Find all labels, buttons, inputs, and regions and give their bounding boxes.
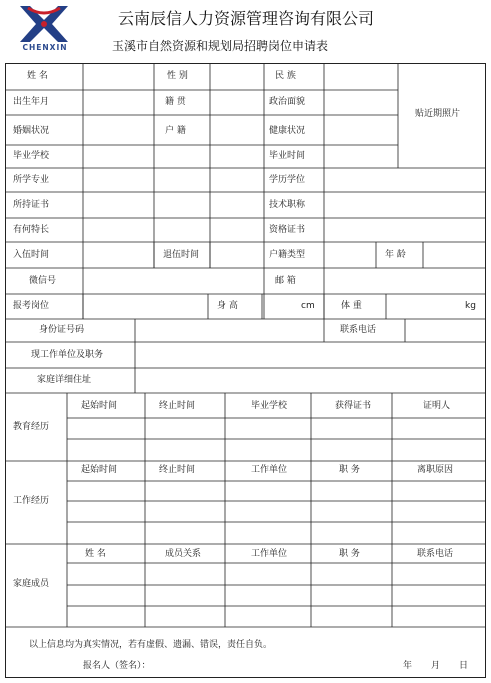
label-gender: 性 别 (167, 71, 188, 81)
weight-unit: kg (465, 301, 476, 311)
label-name: 姓 名 (27, 71, 48, 81)
label-id-number: 身份证号码 (39, 325, 85, 335)
edu-col-end: 终止时间 (159, 401, 196, 411)
form-title: 玉溪市自然资源和规划局招聘岗位申请表 (112, 39, 329, 53)
family-col-position: 职 务 (339, 549, 360, 559)
label-skills: 有何特长 (13, 225, 50, 235)
edu-col-referee: 证明人 (423, 401, 451, 411)
application-form (5, 63, 486, 678)
label-email: 邮 箱 (275, 276, 296, 286)
label-political: 政治面貌 (269, 97, 306, 107)
label-post: 报考岗位 (13, 301, 50, 311)
label-major: 所学专业 (13, 175, 50, 185)
label-certs: 所持证书 (13, 200, 50, 210)
logo-text: CHENXIN (22, 43, 68, 52)
form-grid (5, 63, 486, 678)
label-education: 教育经历 (13, 422, 50, 432)
edu-col-school: 毕业学校 (251, 401, 288, 411)
work-col-employer: 工作单位 (251, 465, 288, 475)
family-col-phone: 联系电话 (417, 549, 454, 559)
work-col-position: 职 务 (339, 465, 360, 475)
work-col-end: 终止时间 (159, 465, 196, 475)
edu-col-cert: 获得证书 (335, 401, 372, 411)
family-col-employer: 工作单位 (251, 549, 288, 559)
photo-placeholder: 贴近期照片 (415, 109, 461, 119)
label-degree: 学历学位 (269, 175, 306, 185)
label-family: 家庭成员 (13, 579, 50, 589)
label-grad-time: 毕业时间 (269, 151, 306, 161)
label-phone: 联系电话 (340, 325, 377, 335)
label-weight: 体 重 (341, 301, 362, 311)
label-hukou: 户 籍 (165, 126, 186, 136)
label-join-time: 入伍时间 (13, 250, 50, 260)
label-title: 技术职称 (269, 200, 306, 210)
label-age: 年 龄 (385, 250, 406, 260)
company-logo (8, 4, 82, 56)
company-name: 云南辰信人力资源管理咨询有限公司 (118, 9, 375, 28)
label-retire-time: 退伍时间 (163, 250, 200, 260)
label-qualification: 资格证书 (269, 225, 306, 235)
family-col-relation: 成员关系 (165, 549, 202, 559)
logo-x-icon (14, 4, 74, 44)
date-year: 年 (403, 661, 413, 671)
label-current-work: 现工作单位及职务 (31, 350, 104, 360)
work-col-reason: 离职原因 (417, 465, 454, 475)
work-col-start: 起始时间 (81, 465, 118, 475)
label-health: 健康状况 (269, 126, 306, 136)
label-address: 家庭详细住址 (37, 375, 92, 385)
declaration-text: 以上信息均为真实情况，若有虚假、遗漏、错误，责任自负。 (29, 640, 273, 650)
date-month: 月 (431, 661, 441, 671)
label-school: 毕业学校 (13, 151, 50, 161)
label-native-place: 籍 贯 (165, 97, 186, 107)
edu-col-start: 起始时间 (81, 401, 118, 411)
label-birth: 出生年月 (13, 97, 50, 107)
label-ethnicity: 民 族 (275, 71, 296, 81)
label-work: 工作经历 (13, 496, 50, 506)
date-day: 日 (459, 661, 469, 671)
label-marital: 婚姻状况 (13, 126, 50, 136)
signature-label: 报名人（签名）： (83, 661, 151, 671)
label-wechat: 微信号 (29, 276, 57, 286)
label-height: 身 高 (217, 301, 238, 311)
family-col-name: 姓 名 (85, 549, 106, 559)
label-hukou-type: 户籍类型 (269, 250, 306, 260)
height-unit: cm (301, 301, 315, 311)
